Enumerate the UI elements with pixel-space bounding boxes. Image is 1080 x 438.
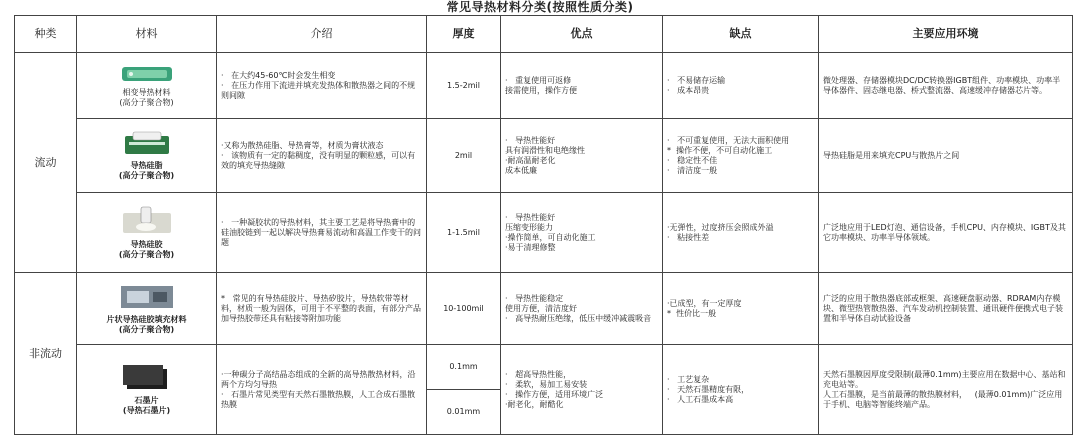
pros-line: · 超高导热性能， <box>505 369 572 379</box>
cons-line: · 不易储存运输 <box>667 75 726 85</box>
pros-cell <box>501 53 663 119</box>
intro-line: · 石墨片常见类型有天然石墨散热膜，人工合成石墨散热膜 <box>221 389 416 409</box>
material-name: 相变导热材料 <box>122 88 171 97</box>
thickness-cell <box>427 345 501 435</box>
pros-cell <box>501 193 663 273</box>
pros-line: · 柔软，易加工易安装 <box>505 379 588 389</box>
thermal-grease-image <box>119 130 175 158</box>
material-subname: (高分子聚合物) <box>118 171 175 180</box>
material-name: 导热硅胶 <box>130 240 163 249</box>
intro-line: · 一种凝胶状的导热材料，其主要工艺是将导热膏中的硅油胶链到一起以解决导热膏易流动和高温工作变干的问题 <box>221 217 421 247</box>
pros-line: · 重复使用可返修 <box>505 75 572 85</box>
intro-line: · 在大约45-60℃时会发生相变 <box>221 70 336 80</box>
application-line: 广泛的应用于散热器底部或框架、高速硬盘驱动器、RDRAM内存模块、微型热管散热器、汽车发动机控制装置、通讯硬件便携式电子装置和半导体自动试验设备 <box>823 293 1063 323</box>
application-line: 广泛地应用于LED灯泡、通信设备，手机CPU、内存模块、IGBT及其它功率模块、功率半导体领域。 <box>823 222 1066 242</box>
thickness-cell: 2mil <box>427 119 501 193</box>
thickness-cell: 1.5-2mil <box>427 53 501 119</box>
page-title: 常见导热材料分类(按照性质分类) <box>446 0 634 14</box>
intro-cell <box>217 273 427 345</box>
category-flow: 流动 <box>15 53 77 273</box>
cons-line: · 天然石墨精度有限， <box>667 384 750 394</box>
material-name: 石墨片 <box>134 396 159 405</box>
material-subname: (高分子聚合物) <box>118 250 175 259</box>
materials-table <box>14 15 1073 435</box>
pros-line: ·易于清理修整 <box>505 242 556 252</box>
pros-line: · 导热性能好 <box>505 212 556 222</box>
material-cell <box>77 53 217 119</box>
header-pros: 优点 <box>501 16 663 53</box>
material-cell <box>77 119 217 193</box>
table-row <box>15 119 1073 193</box>
cons-line: ·无弹性，过度挤压会照成外溢 <box>667 222 774 232</box>
application-cell <box>819 193 1073 273</box>
intro-line: · 该物质有一定的黏稠度，没有明显的颗粒感，可以有效的填充导热缝隙 <box>221 150 416 170</box>
cons-line: · 成本昂贵 <box>667 85 710 95</box>
table-row <box>15 273 1073 345</box>
material-name: 片状导热硅胶填充材料 <box>106 315 187 324</box>
pros-line: ·耐高温耐老化 <box>505 155 556 165</box>
table-row <box>15 193 1073 273</box>
material-cell <box>77 193 217 273</box>
cons-line: · 清洁度一般 <box>667 165 718 175</box>
cons-cell <box>663 53 819 119</box>
intro-line: * 常见的有导热硅胶片、导热矽胶片，导热软带等材料，材质一般为固体，可用于不平整的表面，有部分产品加导热胶带还具有粘接等附加功能 <box>221 293 421 323</box>
cons-line: · 人工石墨成本高 <box>667 394 734 404</box>
intro-cell <box>217 53 427 119</box>
material-name: 导热硅脂 <box>130 161 163 170</box>
pros-line: · 高导热耐压绝缘，低压中缓冲减震吸音 <box>505 313 652 323</box>
header-cons: 缺点 <box>663 16 819 53</box>
header-intro: 介绍 <box>217 16 427 53</box>
application-cell <box>819 345 1073 435</box>
category-nonflow: 非流动 <box>15 273 77 435</box>
material-subname: (高分子聚合物) <box>119 98 174 107</box>
pros-cell <box>501 345 663 435</box>
pros-line: · 操作方便，适用环境广泛 <box>505 389 604 399</box>
pros-line: 接需使用，操作方便 <box>505 85 577 95</box>
thickness-cell: 1-1.5mil <box>427 193 501 273</box>
pros-cell <box>501 119 663 193</box>
header-material: 材料 <box>77 16 217 53</box>
header-thickness: 厚度 <box>427 16 501 53</box>
thickness-natural: 0.1mm <box>427 345 500 390</box>
pros-line: ·耐老化，耐酷化 <box>505 399 564 409</box>
application-line: 人工石墨膜，是当前最薄的散热膜材料， (最薄0.01mm)广泛应用于手机、电脑等智能终端产品。 <box>823 389 1063 409</box>
pros-cell <box>501 273 663 345</box>
thickness-cell: 10-100mil <box>427 273 501 345</box>
intro-line: ·又称为散热硅脂、导热膏等，材质为膏状液态 <box>221 140 384 150</box>
cons-line: ·已成型，有一定厚度 <box>667 298 742 308</box>
material-cell <box>77 273 217 345</box>
intro-cell <box>217 345 427 435</box>
application-cell <box>819 119 1073 193</box>
header-category: 种类 <box>15 16 77 53</box>
table-row <box>15 345 1073 435</box>
pros-line: · 导热性能稳定 <box>505 293 564 303</box>
material-subname: (导热石墨片) <box>122 406 171 415</box>
application-cell <box>819 53 1073 119</box>
header-row <box>15 16 1073 53</box>
thermal-gel-image <box>119 205 175 237</box>
phase-change-material-image <box>119 63 175 85</box>
material-cell <box>77 345 217 435</box>
cons-cell <box>663 273 819 345</box>
pros-line: 成本低廉 <box>505 165 537 175</box>
application-cell <box>819 273 1073 345</box>
cons-line: * 操作不便，不可自动化施工 <box>667 145 773 155</box>
pros-line: 压缩变形能力 <box>505 222 553 232</box>
pros-line: ·操作简单，可自动化施工 <box>505 232 596 242</box>
thermal-pad-image <box>117 282 177 312</box>
pros-line: · 导热性能好 <box>505 135 556 145</box>
intro-cell <box>217 119 427 193</box>
pros-line: 具有润滑性和电绝缘性 <box>505 145 585 155</box>
application-line: 微处理器、存储器模块DC/DC转换器IGBT组件、功率模块、功率半导体器件、固态继电器、桥式整流器、高速缓冲存储器芯片等。 <box>823 75 1061 95</box>
application-line: 天然石墨膜因厚度受限制(最薄0.1mm)主要应用在数据中心、基站和充电站等。 <box>823 369 1066 389</box>
cons-line: · 不可重复使用，无法大面积使用 <box>667 135 790 145</box>
cons-cell <box>663 345 819 435</box>
cons-cell <box>663 193 819 273</box>
table-row <box>15 53 1073 119</box>
material-subname: (高分子聚合物) <box>118 325 175 334</box>
intro-line: ·一种碳分子高结晶态组成的全新的高导热散热材料，沿两个方均匀导热 <box>221 369 416 389</box>
intro-line: · 在压力作用下流进并填充发热体和散热器之间的不规则间隙 <box>221 80 416 100</box>
cons-cell <box>663 119 819 193</box>
pros-line: 使用方便，清洁度好 <box>505 303 577 313</box>
graphite-sheet-image <box>119 363 175 393</box>
header-application: 主要应用环境 <box>819 16 1073 53</box>
cons-line: * 性价比一般 <box>667 308 717 318</box>
cons-line: · 工艺复杂 <box>667 374 710 384</box>
application-line: 导热硅脂是用来填充CPU与散热片之间 <box>823 150 960 160</box>
thickness-synthetic: 0.01mm <box>446 407 481 416</box>
cons-line: · 粘接性差 <box>667 232 710 242</box>
intro-cell <box>217 193 427 273</box>
cons-line: · 稳定性不佳 <box>667 155 718 165</box>
